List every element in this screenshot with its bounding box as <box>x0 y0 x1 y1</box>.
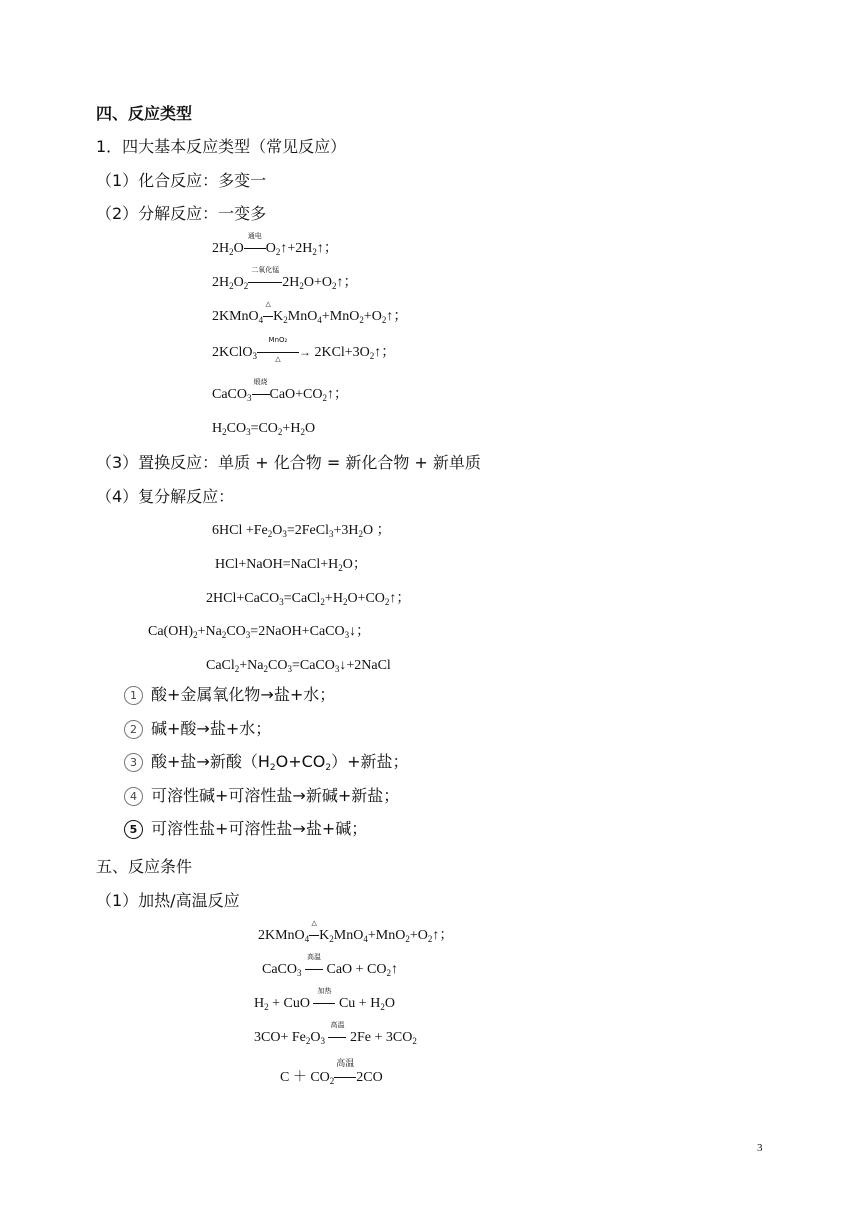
equation-c-co2: $C + CO_2$ 高温 2CO <box>280 1059 383 1086</box>
rule-text: 酸+盐→新酸$(H_2O+CO_2)+$新盐； <box>151 752 409 773</box>
rule-item <box>124 753 409 772</box>
equation-hcl-caco3: $2HCl+CaCO_3=CaCl_2+H_2O+CO_2↑$； <box>206 591 411 607</box>
circled-number: 5 <box>124 820 143 839</box>
circled-number: 1 <box>124 686 143 705</box>
condition-label: 加热 <box>317 987 332 995</box>
condition-label: △ <box>311 919 317 927</box>
equation-co-fe2o3: $3CO+ Fe_2O_3$ 高温 $2Fe + 3CO_2$ <box>254 1021 417 1046</box>
circled-number: 2 <box>124 720 143 739</box>
section-4-title: 四、反应类型 <box>96 104 193 123</box>
rule-text: 可溶性碱+可溶性盐→新碱+新盐； <box>151 786 400 805</box>
circled-number: 4 <box>124 787 143 806</box>
circled-number: 3 <box>124 753 143 772</box>
rule-text: 酸+金属氧化物→盐+水； <box>151 685 336 704</box>
page-number: 3 <box>757 1142 763 1154</box>
condition-label: 高温 <box>330 1021 345 1029</box>
condition-label: △ <box>275 355 281 363</box>
equation-kclo3-decomposition: 2KClO$_3$ MnO₂ △ → $2KCl+3O_2↑$； <box>212 336 396 363</box>
double-decomposition-reaction: （4）复分解反应： <box>96 487 235 506</box>
displacement-reaction: （3）置换反应：单质 + 化合物 = 新化合物 + 新单质 <box>96 453 481 472</box>
equation-caco3-calcination: CaCO$_3$ 煅烧 $CaO+CO_2↑$； <box>212 378 349 403</box>
condition-label: 通电 <box>247 232 262 240</box>
condition-label: △ <box>265 300 271 308</box>
combination-reaction: （1）化合反应：多变一 <box>96 171 267 190</box>
equation-water-electrolysis: $2H_2O$ 通电 $O_2↑+2H_2↑$； <box>212 232 338 257</box>
decomposition-reaction: （2）分解反应：一变多 <box>96 204 267 223</box>
equation-hcl-fe2o3: $6HCl +Fe_2O_3=2FeCl_3+3H_2O$ ； <box>212 523 391 539</box>
equation-hcl-naoh: $HCl+NaOH=NaCl+H_2O$； <box>215 557 367 573</box>
equation-h2-cuo: $H_2$ + CuO 加热 $Cu + H_2O$ <box>254 987 395 1012</box>
equation-h2co3-decomposition: $H_2CO_3=CO_2+H_2O$ <box>212 421 316 437</box>
condition-label: 高温 <box>307 953 321 961</box>
section-5-title: 五、反应条件 <box>96 857 193 876</box>
equation-kmno4-decomposition: 2KMnO$_4$ △ $K_2MnO_4+MnO_2+O_2↑$； <box>212 300 408 325</box>
equation-kmno4-heating: 2KMnO$_4$ △ $K_2MnO_4+MnO_2+O_2↑$； <box>258 919 454 944</box>
condition-label: 二氧化锰 <box>251 266 280 274</box>
condition-label: 煅烧 <box>253 378 268 386</box>
condition-label: MnO₂ <box>268 336 288 344</box>
equation-caco3-high-temp: CaCO$_3$ 高温 CaO + $CO_2↑$ <box>262 953 399 978</box>
rule-item <box>124 720 271 739</box>
rule-text: 碱+酸→盐+水； <box>151 719 272 738</box>
rule-item <box>124 820 367 839</box>
rule-item <box>124 787 399 806</box>
heating-reaction-title: （1）加热/高温反应 <box>96 891 240 910</box>
subsection-1-title: 1．四大基本反应类型（常见反应） <box>96 137 347 156</box>
condition-label: 高温 <box>336 1059 355 1069</box>
equation-cacl2-na2co3: $CaCl_2+Na_2CO_3=CaCO_3↓+2NaCl$ <box>206 658 391 674</box>
equation-caoh2-na2co3: $Ca(OH)_2+Na_2CO_3=2NaOH+CaCO_3↓$； <box>148 624 371 640</box>
rule-text: 可溶性盐+可溶性盐→盐+碱； <box>151 819 368 838</box>
rule-item <box>124 686 335 705</box>
equation-h2o2-decomposition: $2H_2O_2$ 二氧化锰 $2H_2O+O_2↑$； <box>212 266 358 291</box>
